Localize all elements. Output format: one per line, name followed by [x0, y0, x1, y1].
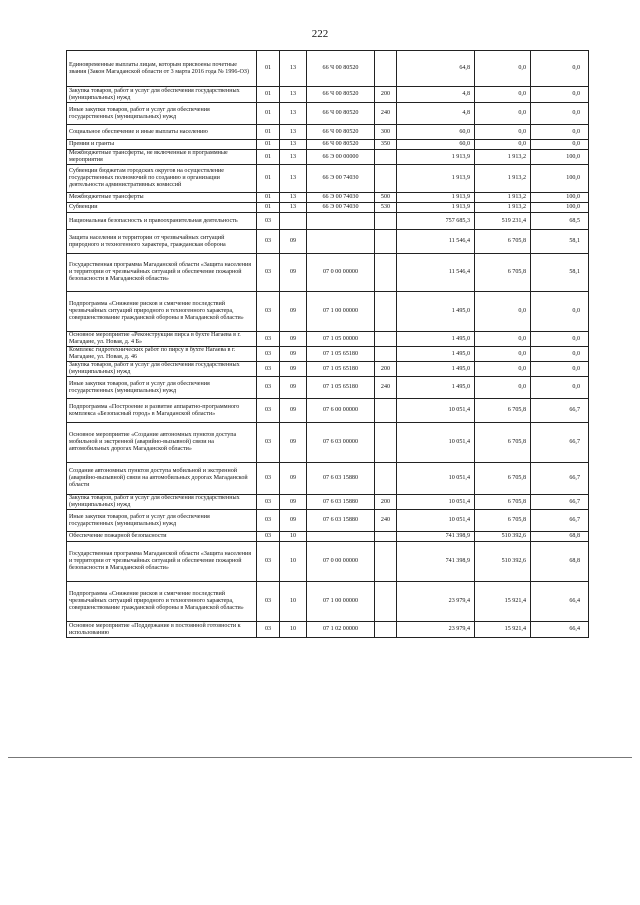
row-subsection-code: 09	[280, 423, 307, 463]
row-target-article: 66 Э 00 74030	[307, 165, 375, 193]
row-approved-amount: 1 495,0	[397, 362, 475, 377]
row-percent: 100,0	[531, 203, 589, 213]
row-percent: 66,7	[531, 510, 589, 532]
row-approved-amount: 11 546,4	[397, 254, 475, 292]
row-section-code: 01	[257, 87, 280, 103]
row-expense-type	[375, 254, 397, 292]
row-executed-amount: 0,0	[475, 51, 531, 87]
row-percent: 68,5	[531, 213, 589, 230]
row-subsection-code: 13	[280, 193, 307, 203]
row-name: Основное мероприятие «Поддержание в постоянной готовности к использованию	[67, 622, 257, 638]
row-expense-type: 350	[375, 140, 397, 150]
row-section-code: 01	[257, 203, 280, 213]
row-executed-amount: 0,0	[475, 87, 531, 103]
row-subsection-code: 10	[280, 542, 307, 582]
table-row	[67, 362, 589, 377]
row-percent: 0,0	[531, 51, 589, 87]
row-executed-amount: 0,0	[475, 103, 531, 125]
row-percent: 100,0	[531, 150, 589, 165]
row-percent: 0,0	[531, 292, 589, 332]
page-divider	[8, 757, 632, 758]
row-executed-amount: 15 921,4	[475, 622, 531, 638]
row-percent: 0,0	[531, 347, 589, 362]
table-row	[67, 423, 589, 463]
table-row	[67, 399, 589, 423]
table-row	[67, 213, 589, 230]
row-executed-amount: 6 705,8	[475, 230, 531, 254]
row-target-article	[307, 213, 375, 230]
budget-table	[66, 50, 589, 638]
row-subsection-code: 09	[280, 254, 307, 292]
row-executed-amount: 0,0	[475, 125, 531, 140]
row-section-code: 03	[257, 582, 280, 622]
row-approved-amount: 23 979,4	[397, 582, 475, 622]
row-section-code: 03	[257, 495, 280, 510]
page-number: 222	[311, 28, 329, 40]
row-percent: 66,7	[531, 463, 589, 495]
row-section-code: 03	[257, 230, 280, 254]
row-name: Межбюджетные трансферты	[67, 193, 257, 203]
row-executed-amount: 1 913,2	[475, 150, 531, 165]
row-section-code: 01	[257, 51, 280, 87]
row-name: Обеспечение пожарной безопасности	[67, 532, 257, 542]
row-target-article: 07 6 03 15880	[307, 510, 375, 532]
row-executed-amount: 510 392,6	[475, 532, 531, 542]
row-expense-type	[375, 51, 397, 87]
row-executed-amount: 0,0	[475, 140, 531, 150]
row-expense-type: 240	[375, 377, 397, 399]
table-row	[67, 495, 589, 510]
row-approved-amount: 757 685,3	[397, 213, 475, 230]
row-target-article: 07 1 02 00000	[307, 622, 375, 638]
row-approved-amount: 1 495,0	[397, 292, 475, 332]
row-name: Закупка товаров, работ и услуг для обеспечения государственных (муниципальных) нужд	[67, 87, 257, 103]
row-name: Иные закупки товаров, работ и услуг для обеспечения государственных (муниципальных) нужд	[67, 510, 257, 532]
row-expense-type: 200	[375, 362, 397, 377]
row-approved-amount: 1 495,0	[397, 332, 475, 347]
row-subsection-code: 13	[280, 51, 307, 87]
row-approved-amount: 10 051,4	[397, 399, 475, 423]
table-row	[67, 292, 589, 332]
row-approved-amount: 10 051,4	[397, 495, 475, 510]
row-percent: 66,7	[531, 423, 589, 463]
row-subsection-code: 13	[280, 103, 307, 125]
row-executed-amount: 0,0	[475, 292, 531, 332]
row-expense-type	[375, 230, 397, 254]
row-executed-amount: 1 913,2	[475, 193, 531, 203]
row-approved-amount: 60,0	[397, 125, 475, 140]
table-row	[67, 230, 589, 254]
table-row	[67, 347, 589, 362]
row-subsection-code: 10	[280, 622, 307, 638]
row-percent: 0,0	[531, 332, 589, 347]
row-approved-amount: 1 913,9	[397, 193, 475, 203]
row-subsection-code: 09	[280, 230, 307, 254]
row-subsection-code	[280, 213, 307, 230]
row-subsection-code: 13	[280, 203, 307, 213]
row-subsection-code: 10	[280, 582, 307, 622]
table-row	[67, 532, 589, 542]
row-executed-amount: 6 705,8	[475, 510, 531, 532]
row-executed-amount: 6 705,8	[475, 254, 531, 292]
row-subsection-code: 09	[280, 463, 307, 495]
row-section-code: 03	[257, 377, 280, 399]
row-approved-amount: 11 546,4	[397, 230, 475, 254]
row-percent: 66,7	[531, 495, 589, 510]
row-executed-amount: 0,0	[475, 332, 531, 347]
row-percent: 100,0	[531, 193, 589, 203]
row-subsection-code: 13	[280, 125, 307, 140]
row-name: Подпрограмма «Построение и развитие аппаратно-программного комплекса «Безопасный город» в Магаданской области»	[67, 399, 257, 423]
row-percent: 0,0	[531, 140, 589, 150]
row-expense-type	[375, 463, 397, 495]
row-subsection-code: 13	[280, 87, 307, 103]
row-executed-amount: 1 913,2	[475, 165, 531, 193]
row-name: Единовременные выплаты лицам, которым присвоены почетные звания (Закон Магаданской области от 3 марта 2016 года № 1996-ОЗ)	[67, 51, 257, 87]
row-executed-amount: 6 705,8	[475, 463, 531, 495]
row-approved-amount: 10 051,4	[397, 463, 475, 495]
row-target-article: 07 6 03 15880	[307, 463, 375, 495]
row-expense-type	[375, 622, 397, 638]
row-percent: 0,0	[531, 87, 589, 103]
row-approved-amount: 4,8	[397, 103, 475, 125]
row-section-code: 03	[257, 622, 280, 638]
row-target-article: 07 1 00 00000	[307, 292, 375, 332]
row-percent: 66,4	[531, 622, 589, 638]
table-row	[67, 622, 589, 638]
row-expense-type	[375, 399, 397, 423]
row-target-article	[307, 230, 375, 254]
row-name: Социальное обеспечение и иные выплаты населению	[67, 125, 257, 140]
row-expense-type: 300	[375, 125, 397, 140]
row-executed-amount: 15 921,4	[475, 582, 531, 622]
row-expense-type: 500	[375, 193, 397, 203]
row-approved-amount: 1 913,9	[397, 150, 475, 165]
row-name: Государственная программа Магаданской области «Защита населения и территории от чрезвычайных ситуаций и обеспечение пожарной безопасности в Магаданской области»	[67, 542, 257, 582]
row-section-code: 01	[257, 140, 280, 150]
row-executed-amount: 1 913,2	[475, 203, 531, 213]
row-executed-amount: 6 705,8	[475, 423, 531, 463]
row-percent: 58,1	[531, 254, 589, 292]
row-name: Закупка товаров, работ и услуг для обеспечения государственных (муниципальных) нужд	[67, 495, 257, 510]
row-expense-type	[375, 150, 397, 165]
row-executed-amount: 0,0	[475, 362, 531, 377]
row-expense-type	[375, 347, 397, 362]
table-row	[67, 140, 589, 150]
row-target-article: 66 Ч 00 80520	[307, 87, 375, 103]
row-expense-type	[375, 542, 397, 582]
row-section-code: 03	[257, 423, 280, 463]
row-approved-amount: 64,8	[397, 51, 475, 87]
row-subsection-code: 13	[280, 165, 307, 193]
row-executed-amount: 0,0	[475, 347, 531, 362]
row-name: Создание автономных пунктов доступа мобильной и экстренной (аварийно-вызывной) связи на автомобильных дорогах Магаданской области	[67, 463, 257, 495]
row-percent: 0,0	[531, 362, 589, 377]
row-approved-amount: 4,8	[397, 87, 475, 103]
row-target-article	[307, 532, 375, 542]
row-approved-amount: 23 979,4	[397, 622, 475, 638]
row-target-article: 07 1 05 00000	[307, 332, 375, 347]
table-row	[67, 193, 589, 203]
row-subsection-code: 09	[280, 377, 307, 399]
row-subsection-code: 09	[280, 495, 307, 510]
table-body	[67, 51, 589, 638]
row-section-code: 03	[257, 510, 280, 532]
row-subsection-code: 09	[280, 362, 307, 377]
row-expense-type: 530	[375, 203, 397, 213]
row-percent: 66,4	[531, 582, 589, 622]
row-expense-type	[375, 532, 397, 542]
row-name: Национальная безопасность и правоохранительная деятельность	[67, 213, 257, 230]
table-row	[67, 542, 589, 582]
row-approved-amount: 1 495,0	[397, 347, 475, 362]
row-target-article: 07 6 03 15880	[307, 495, 375, 510]
row-section-code: 03	[257, 532, 280, 542]
row-section-code: 01	[257, 103, 280, 125]
row-name: Подпрограмма «Снижение рисков и смягчение последствий чрезвычайных ситуаций природного и техногенного характера, совершенствование гражданской обороны в Магаданской области»	[67, 582, 257, 622]
table-row	[67, 125, 589, 140]
row-section-code: 03	[257, 213, 280, 230]
row-subsection-code: 09	[280, 510, 307, 532]
row-expense-type: 240	[375, 103, 397, 125]
row-percent: 58,1	[531, 230, 589, 254]
row-section-code: 01	[257, 193, 280, 203]
row-expense-type	[375, 582, 397, 622]
row-target-article: 66 Ч 00 80520	[307, 140, 375, 150]
row-target-article: 07 6 03 00000	[307, 423, 375, 463]
row-target-article: 66 Э 00 00000	[307, 150, 375, 165]
row-target-article: 07 1 05 65180	[307, 377, 375, 399]
row-target-article: 66 Ч 00 80520	[307, 103, 375, 125]
row-percent: 100,0	[531, 165, 589, 193]
table-row	[67, 203, 589, 213]
row-section-code: 03	[257, 332, 280, 347]
row-expense-type: 240	[375, 510, 397, 532]
row-approved-amount: 10 051,4	[397, 423, 475, 463]
table-row	[67, 510, 589, 532]
row-executed-amount: 510 392,6	[475, 542, 531, 582]
row-target-article: 66 Э 00 74030	[307, 203, 375, 213]
row-expense-type: 200	[375, 87, 397, 103]
row-section-code: 03	[257, 463, 280, 495]
row-subsection-code: 09	[280, 399, 307, 423]
row-subsection-code: 09	[280, 292, 307, 332]
row-expense-type	[375, 213, 397, 230]
row-section-code: 03	[257, 362, 280, 377]
row-target-article: 66 Ч 00 80520	[307, 51, 375, 87]
row-target-article: 07 1 05 65180	[307, 347, 375, 362]
row-expense-type: 200	[375, 495, 397, 510]
row-executed-amount: 6 705,8	[475, 495, 531, 510]
table-row	[67, 165, 589, 193]
row-executed-amount: 0,0	[475, 377, 531, 399]
row-approved-amount: 741 398,9	[397, 542, 475, 582]
table-row	[67, 150, 589, 165]
row-percent: 68,8	[531, 532, 589, 542]
table-row	[67, 254, 589, 292]
row-approved-amount: 60,0	[397, 140, 475, 150]
row-name: Премии и гранты	[67, 140, 257, 150]
row-target-article: 07 1 05 65180	[307, 362, 375, 377]
row-section-code: 03	[257, 347, 280, 362]
row-section-code: 03	[257, 254, 280, 292]
row-expense-type	[375, 165, 397, 193]
table-row	[67, 87, 589, 103]
row-name: Субвенции бюджетам городских округов на осуществление государственных полномочий по созданию и организации деятельности административных комиссий	[67, 165, 257, 193]
row-name: Закупка товаров, работ и услуг для обеспечения государственных (муниципальных) нужд	[67, 362, 257, 377]
row-percent: 0,0	[531, 125, 589, 140]
row-target-article: 07 6 00 00000	[307, 399, 375, 423]
row-name: Комплекс гидротехнических работ по пирсу в бухте Нагаева в г. Магадане, ул. Новая, д. 46	[67, 347, 257, 362]
row-expense-type	[375, 423, 397, 463]
row-target-article: 07 0 00 00000	[307, 254, 375, 292]
row-approved-amount: 1 913,9	[397, 203, 475, 213]
row-approved-amount: 1 913,9	[397, 165, 475, 193]
row-section-code: 03	[257, 292, 280, 332]
row-section-code: 01	[257, 150, 280, 165]
row-section-code: 03	[257, 542, 280, 582]
row-executed-amount: 519 231,4	[475, 213, 531, 230]
row-subsection-code: 13	[280, 150, 307, 165]
row-subsection-code: 10	[280, 532, 307, 542]
row-name: Подпрограмма «Снижение рисков и смягчение последствий чрезвычайных ситуаций природного и техногенного характера, совершенствование гражданской обороны в Магаданской области»	[67, 292, 257, 332]
row-percent: 68,8	[531, 542, 589, 582]
row-approved-amount: 1 495,0	[397, 377, 475, 399]
table-row	[67, 582, 589, 622]
table-row	[67, 103, 589, 125]
table-row	[67, 332, 589, 347]
row-approved-amount: 741 398,9	[397, 532, 475, 542]
row-percent: 66,7	[531, 399, 589, 423]
row-target-article: 66 Э 00 74030	[307, 193, 375, 203]
row-target-article: 07 0 00 00000	[307, 542, 375, 582]
row-subsection-code: 13	[280, 140, 307, 150]
row-name: Защита населения и территории от чрезвычайных ситуаций природного и техногенного характера, гражданская оборона	[67, 230, 257, 254]
row-section-code: 01	[257, 125, 280, 140]
row-name: Иные закупки товаров, работ и услуг для обеспечения государственных (муниципальных) нужд	[67, 377, 257, 399]
row-subsection-code: 09	[280, 347, 307, 362]
row-name: Основное мероприятие «Создание автономных пунктов доступа мобильной и экстренной (аварийно-вызывной) связи на автомобильных дорогах Магаданской области»	[67, 423, 257, 463]
row-target-article: 07 1 00 00000	[307, 582, 375, 622]
row-name: Иные закупки товаров, работ и услуг для обеспечения государственных (муниципальных) нужд	[67, 103, 257, 125]
row-section-code: 01	[257, 165, 280, 193]
row-expense-type	[375, 292, 397, 332]
row-approved-amount: 10 051,4	[397, 510, 475, 532]
row-percent: 0,0	[531, 377, 589, 399]
row-executed-amount: 6 705,8	[475, 399, 531, 423]
row-subsection-code: 09	[280, 332, 307, 347]
table-row	[67, 377, 589, 399]
row-expense-type	[375, 332, 397, 347]
row-name: Субвенции	[67, 203, 257, 213]
row-name: Государственная программа Магаданской области «Защита населения и территории от чрезвычайных ситуаций и обеспечение пожарной безопасности в Магаданской области»	[67, 254, 257, 292]
row-target-article: 66 Ч 00 80520	[307, 125, 375, 140]
row-percent: 0,0	[531, 103, 589, 125]
table-row	[67, 463, 589, 495]
row-section-code: 03	[257, 399, 280, 423]
row-name: Межбюджетные трансферты, не включенные в программные мероприятия	[67, 150, 257, 165]
row-name: Основное мероприятие «Реконструкция пирса в бухте Нагаева в г. Магадане, ул. Новая, д. 4 Б»	[67, 332, 257, 347]
table-row	[67, 51, 589, 87]
